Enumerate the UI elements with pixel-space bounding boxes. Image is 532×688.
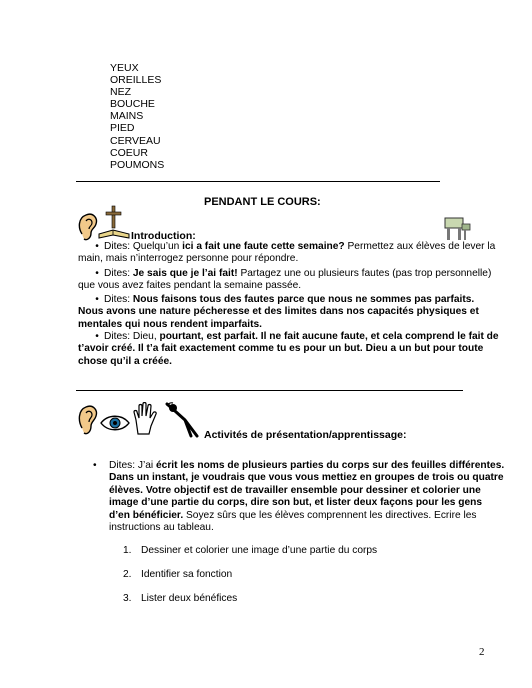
activities-text: Soyez sûrs que les élèves comprennent les directives. Ecrire les instructions au tableau. [109,509,477,534]
step-text: Lister deux bénéfices [141,593,238,604]
intro-bullet: • Dites: Nous faisons tous des fautes parce que nous ne sommes pas parfaits. Nous avons une nature pécheresse et des limites dans nos capacités physiques et mentales qui nous rendent imparfaits. [78,294,479,330]
eye-icon [100,414,130,432]
divider-line [76,181,440,182]
word-list-item: BOUCHE [110,98,155,111]
step-number: 2. [123,569,132,580]
step-text: Dessiner et colorier une image d’une partie du corps [141,545,378,556]
activities-bold-text: écrit les noms de plusieurs parties du corps sur des feuilles différentes. Dans un instant, je voudrais que vous vous mettiez en groupes de trois ou quatre élèves. Votre objectif est de travailler ensemble pour dessiner et colorier une image d’une partie du corps, dire son but, et lister deux façons pour les gens d’en bénéficier. [109,460,505,521]
classroom-desk-icon [442,214,472,242]
intro-text: Permettez aux élèves de lever la main, mais n’interrogez personne pour répondre. [78,241,496,265]
introduction-title: Introduction: [131,230,196,242]
body-part-word-list [110,62,164,171]
page-number: 2 [479,646,485,658]
stretching-person-icon [163,402,203,438]
intro-text: Dites: [104,268,133,279]
intro-text: Dites: Quelqu’un [104,241,183,252]
bullet-dot: • [93,460,97,471]
intro-bold-text: pourtant, est parfait. Il ne fait aucune faute, et cela comprend le fait de t’avoir créé. Il t’a fait exactement comme tu es pour un but. Dieu a un but pour toute chose qu’il a créée. [78,331,499,367]
word-list-item: NEZ [110,86,131,99]
bible-cross-icon [96,204,132,240]
step-number: 3. [123,593,132,604]
activities-bullet [93,460,505,534]
intro-bullet: • Dites: Dieu, pourtant, est parfait. Il ne fait aucune faute, et cela comprend le fait de t’avoir créé. Il t’a fait exactement comme tu es pour un but. Dieu a un but pour toute chose qu’il a créée. [78,331,499,367]
step-text: Identifier sa fonction [141,569,233,580]
intro-bold-text: ici a fait une faute cette semaine? [182,241,345,252]
intro-bullet: • Dites: Quelqu’un ici a fait une faute cette semaine? Permettez aux élèves de lever la main, mais n’interrogez personne pour répondre. [78,241,496,265]
word-list-item: POUMONS [110,158,165,171]
word-list-item: YEUX [110,62,139,74]
word-list-item: OREILLES [110,74,162,87]
step-number: 1. [123,545,132,556]
intro-text: Partagez une ou plusieurs fautes (pas trop personnelle) que vous avez faites pendant la semaine passée. [78,268,492,292]
word-list-item: MAINS [110,110,144,123]
instruction-step [123,545,377,556]
section-heading: PENDANT LE COURS: [204,196,321,208]
activities-text: Dites: J’ai [109,460,156,471]
instruction-step [123,569,232,580]
activities-title: Activités de présentation/apprentissage: [204,429,407,441]
intro-bullet: • Dites: Je sais que je l’ai fait! Partagez une ou plusieurs fautes (pas trop personnelle) que vous avez faites pendant la semaine passée. [78,268,492,292]
word-list-item: PIED [110,122,135,135]
word-list-item: COEUR [110,146,148,159]
intro-text: Dites: [104,294,133,305]
ear-icon [76,404,100,436]
intro-text: Dites: Dieu, [104,331,160,342]
intro-bold-text: Je sais que je l’ai fait! [132,268,238,279]
word-list-item: CERVEAU [110,134,161,147]
divider-line [76,390,463,391]
instruction-step [123,593,237,604]
intro-bold-text: Nous faisons tous des fautes parce que nous ne sommes pas parfaits. Nous avons une nature pécheresse et des limites dans nos capacités physiques et mentales qui nous rendent imparfaits. [78,294,479,330]
hand-icon [131,402,157,436]
